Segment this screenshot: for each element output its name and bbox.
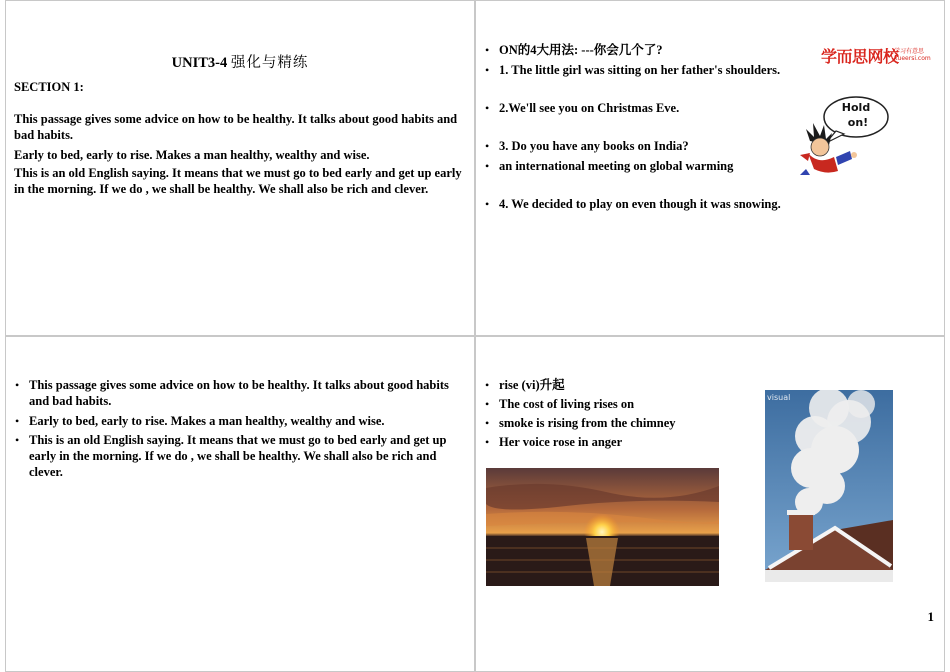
logo-url: xueersi.com (894, 55, 931, 62)
photo-watermark: visual (767, 393, 791, 402)
list-item: • 2.We'll see you on Christmas Eve. (484, 100, 829, 116)
slide-title (6, 51, 474, 72)
list-item: • 4. We decided to play on even though it was snowing. (484, 196, 829, 212)
slide-3 (5, 336, 475, 672)
list-item: • This passage gives some advice on how to be healthy. It talks about good habits and bad habits. (14, 377, 459, 409)
logo-small (894, 48, 931, 62)
logo-text: 学而思网校 (821, 47, 899, 66)
slide-4 (475, 336, 945, 672)
page-number: 1 (927, 609, 934, 624)
passage-list (14, 377, 459, 480)
paragraph-3: This is an old English saying. It means that we must go to bed early and get up early in the morning. If we do , we shall be healthy. We shall also be rich and clever. (14, 166, 462, 196)
sunset-photo (486, 468, 719, 586)
bubble-word-1: Hold (841, 101, 871, 114)
title-cn: 强化与精练 (230, 55, 309, 71)
list-item: • Her voice rose in anger (484, 434, 754, 450)
xueersi-logo (821, 43, 936, 67)
list-item: • 3. Do you have any books on India? (484, 138, 829, 154)
list-item: • rise (vi)升起 (484, 377, 754, 393)
list-item: • 1. The little girl was sitting on her father's shoulders. (484, 62, 829, 78)
list-item: • an international meeting on global warming (484, 158, 829, 174)
title-en: UNIT3-4 (171, 55, 228, 71)
slide-1 (5, 0, 475, 336)
rise-examples-list (484, 377, 754, 450)
list-item: • Early to bed, early to rise. Makes a man healthy, wealthy and wise. (14, 413, 459, 429)
list-item: • This is an old English saying. It means that we must go to bed early and get up early in the morning. If we do , we shall be healthy. We shall also be rich and clever. (14, 432, 459, 480)
logo-tagline: 学习有意思 (894, 48, 925, 55)
slide-2 (475, 0, 945, 336)
bubble-word-2: on! (847, 116, 869, 129)
chimney-smoke-photo (765, 390, 893, 582)
hold-on-cartoon-icon (796, 91, 896, 181)
paragraph-1: This passage gives some advice on how to be healthy. It talks about good habits and bad habits. (14, 112, 458, 142)
list-item: • ON的4大用法: ---你会几个了? (484, 42, 829, 58)
list-item: • The cost of living rises on (484, 396, 754, 412)
paragraph-2: Early to bed, early to rise. Makes a man healthy, wealthy and wise. (14, 148, 370, 162)
section-heading: SECTION 1: (14, 80, 84, 94)
list-item: • smoke is rising from the chimney (484, 415, 754, 431)
